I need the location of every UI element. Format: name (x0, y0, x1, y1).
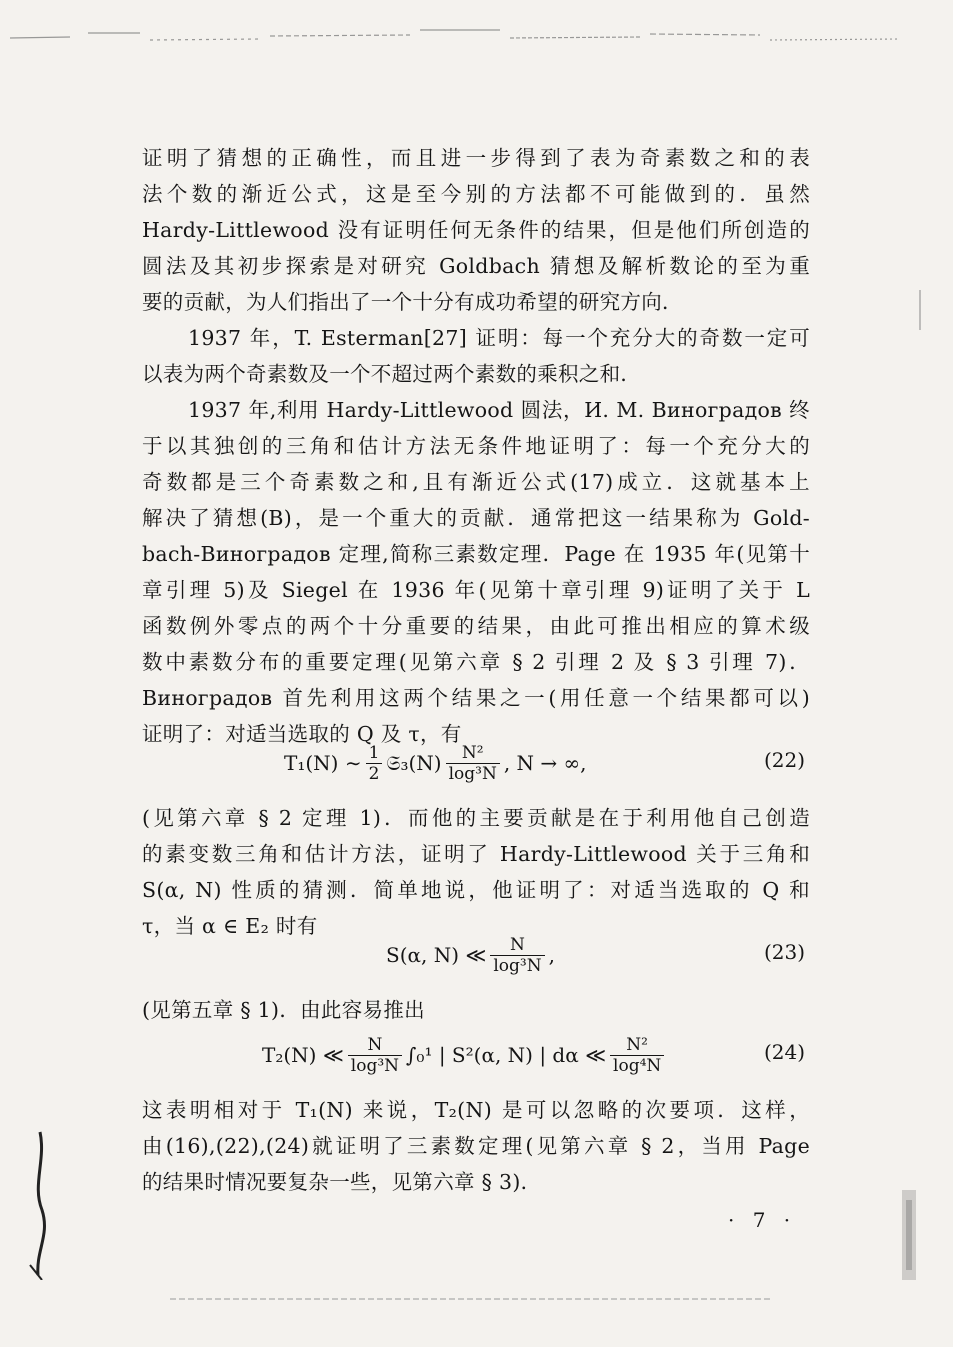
integral-expression: ∫₀¹ | S²(α, N) | dα ≪ (406, 1043, 607, 1067)
fraction-denominator: log³N (348, 1055, 402, 1076)
text-line: τ，当 α ∈ E₂ 时有 (142, 914, 318, 938)
text-line: 要的贡献，为人们指出了一个十分有成功希望的研究方向． (142, 290, 683, 314)
text-line: 解决了猜想(B)，是一个重大的贡献．通常把这一结果称为 Gold- (142, 506, 810, 530)
text-line: Hardy-Littlewood 没有证明任何无条件的结果，但是他们所创造的 (142, 218, 810, 242)
equation-number: (22) (764, 748, 806, 772)
text-line: 函数例外零点的两个十分重要的结果，由此可推出相应的算术级 (142, 614, 810, 638)
fraction-numerator: N² (461, 742, 484, 763)
text-line: (见第五章 § 1)．由此容易推出 (142, 998, 425, 1022)
text-line: 1937 年,利用 Hardy-Littlewood 圆法，И. М. Виноградов 终 (188, 398, 810, 422)
text-line: 的素变数三角和估计方法，证明了 Hardy-Littlewood 关于三角和 (142, 842, 810, 866)
scan-noise-bottom (170, 1296, 770, 1302)
formula-22 (284, 740, 587, 786)
formula-lhs: T₁(N) ∼ (284, 751, 362, 775)
fraction-numerator: N (367, 1034, 383, 1055)
text-line: 由(16),(22),(24)就证明了三素数定理(见第六章 § 2，当用 Page (142, 1134, 810, 1158)
page-number: · 7 · (728, 1208, 797, 1232)
text-line: 于以其独创的三角和估计方法无条件地证明了：每一个充分大的 (142, 434, 810, 458)
text-line: 圆法及其初步探索是对研究 Goldbach 猜想及解析数论的至为重 (142, 254, 810, 278)
fraction-denominator: log³N (446, 763, 500, 784)
fraction-right (610, 1035, 664, 1076)
formula-tail: , N → ∞, (503, 751, 587, 775)
formula-23 (386, 932, 555, 978)
left-binding-mark (22, 1130, 62, 1280)
fraction-denominator: log⁴N (610, 1055, 664, 1076)
text-line: 这表明相对于 T₁(N) 来说，T₂(N) 是可以忽略的次要项．这样， (142, 1098, 810, 1122)
text-line: 奇数都是三个奇素数之和,且有渐近公式(17)成立．这就基本上 (142, 470, 810, 494)
text-line: 数中素数分布的重要定理(见第六章 § 2 引理 2 及 § 3 引理 7)． (142, 650, 810, 674)
text-line: S(α, N) 性质的猜测．简单地说，他证明了：对适当选取的 Q 和 (142, 878, 810, 902)
text-line: 证明了猜想的正确性，而且进一步得到了表为奇素数之和的表 (142, 146, 810, 170)
equation-number: (24) (764, 1040, 806, 1064)
right-margin-tick (915, 290, 925, 330)
fraction-numerator: N (510, 934, 525, 955)
text-line: 以表为两个奇素数及一个不超过两个素数的乘积之和． (142, 362, 642, 386)
text-line: 1937 年，T. Esterman[27] 证明：每一个充分大的奇数一定可 (188, 326, 810, 350)
fraction-numerator: N² (626, 1034, 648, 1055)
text-line: 法个数的渐近公式，这是至今别的方法都不可能做到的．虽然 (142, 182, 810, 206)
text-line: (见第六章 § 2 定理 1)．而他的主要贡献是在于利用他自己创造 (142, 806, 810, 830)
text-line: 的结果时情况要复杂一些，见第六章 § 3)． (142, 1170, 542, 1194)
text-line: 章引理 5)及 Siegel 在 1936 年(见第十章引理 9)证明了关于 L (142, 578, 810, 602)
fraction-main (490, 935, 544, 976)
scan-noise-top (0, 0, 953, 60)
fraction-half (366, 743, 383, 784)
formula-lhs: T₂(N) ≪ (262, 1043, 344, 1067)
singular-series: 𝔖₃(N) (386, 751, 442, 775)
right-edge-noise (880, 1180, 930, 1290)
formula-lhs: S(α, N) ≪ (386, 943, 487, 967)
text-line: Виноградов 首先利用这两个结果之一(用任意一个结果都可以) (142, 686, 810, 710)
text-line: bach-Виноградов 定理,简称三素数定理．Page 在 1935 年(见第十 (142, 542, 810, 566)
fraction-numerator: 1 (368, 742, 380, 763)
fraction-left (348, 1035, 402, 1076)
equation-number: (23) (764, 940, 806, 964)
fraction-main (446, 743, 500, 784)
text-line: 证明了：对适当选取的 Q 及 τ，有 (142, 722, 462, 746)
formula-tail: , (548, 943, 555, 967)
fraction-denominator: 2 (366, 763, 383, 784)
formula-24 (262, 1032, 668, 1078)
fraction-denominator: log³N (490, 955, 544, 976)
